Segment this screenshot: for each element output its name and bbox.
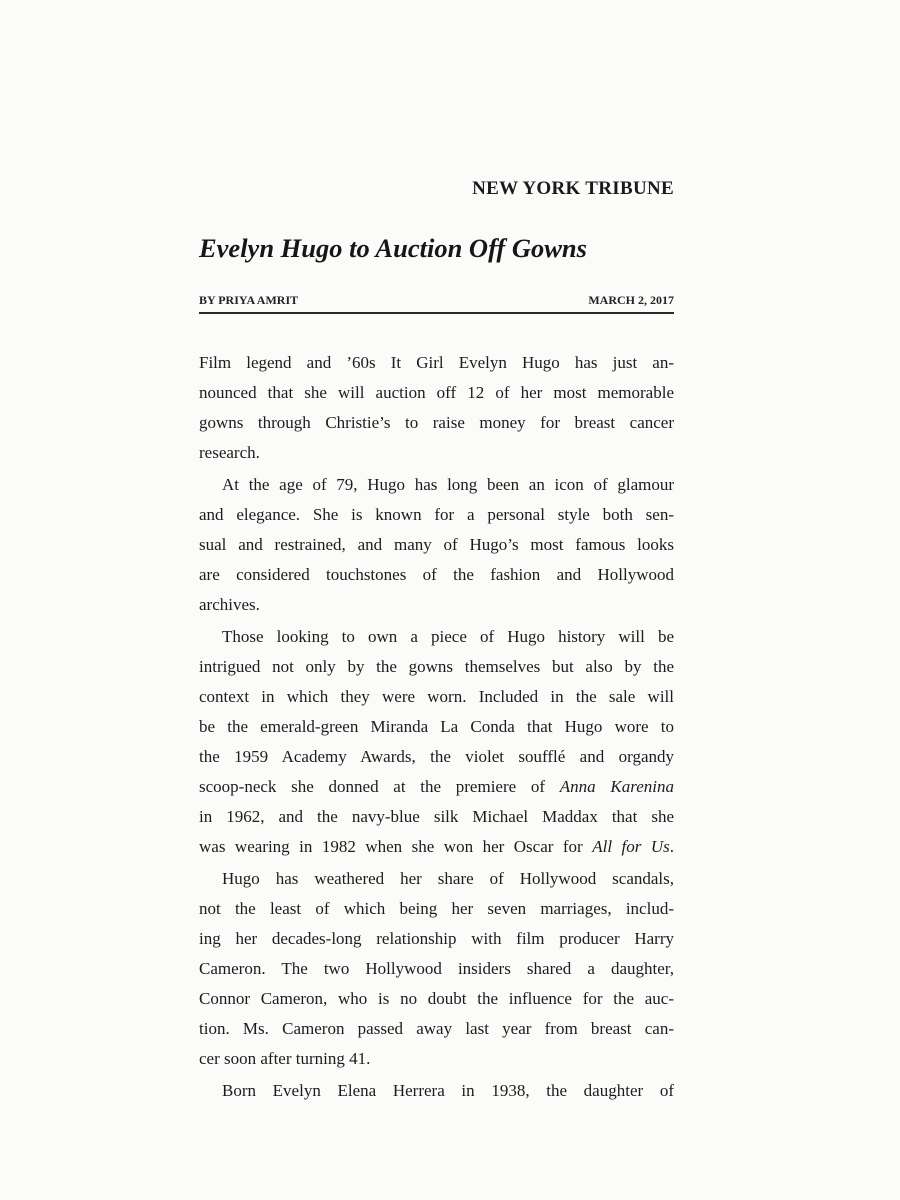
- paragraph-2-line: and elegance. She is known for a personal style both sen-: [199, 505, 674, 524]
- paragraph-3-line: [199, 832, 674, 862]
- header-rule: [199, 312, 674, 314]
- article-body: [199, 348, 674, 1108]
- paragraph-1-line: nounced that she will auction off 12 of her most memorable: [199, 383, 674, 402]
- paragraph-2-line: At the age of 79, Hugo has long been an icon of glamour: [222, 475, 674, 494]
- paragraph-5: [199, 1076, 674, 1106]
- paragraph-1-line: Film legend and ’60s It Girl Evelyn Hugo has just an-: [199, 353, 674, 372]
- paragraph-4-line: Connor Cameron, who is no doubt the influence for the auc-: [199, 989, 674, 1008]
- paragraph-3: [199, 622, 674, 862]
- paragraph-2-line: are considered touchstones of the fashion and Hollywood: [199, 565, 674, 584]
- headline: Evelyn Hugo to Auction Off Gowns: [199, 233, 587, 263]
- paragraph-3-line: context in which they were worn. Included in the sale will: [199, 687, 674, 706]
- line-text: scoop-neck she donned at the premiere of: [199, 777, 546, 796]
- paragraph-3-line: Those looking to own a piece of Hugo history will be: [222, 627, 674, 646]
- paragraph-3-line: [199, 772, 674, 802]
- paragraph-4-line: ing her decades-long relationship with film producer Harry: [199, 929, 674, 948]
- paragraph-1: [199, 348, 674, 468]
- paragraph-3-line: the 1959 Academy Awards, the violet soufflé and organdy: [199, 747, 674, 766]
- publication-date: MARCH 2, 2017: [588, 293, 674, 307]
- line-text: was wearing in 1982 when she won her Oscar for: [199, 837, 583, 856]
- paragraph-4-line: not the least of which being her seven marriages, includ-: [199, 899, 674, 918]
- byline-row: [199, 293, 674, 308]
- paragraph-3-line: be the emerald-green Miranda La Conda that Hugo wore to: [199, 717, 674, 736]
- paragraph-2-line: archives.: [199, 595, 260, 614]
- line-text: .: [669, 837, 675, 856]
- paragraph-4-line: Hugo has weathered her share of Hollywood scandals,: [222, 869, 674, 888]
- paragraph-2-line: sual and restrained, and many of Hugo’s most famous looks: [199, 535, 674, 554]
- paragraph-3-line: in 1962, and the navy-blue silk Michael Maddax that she: [199, 807, 674, 826]
- paragraph-3-line: intrigued not only by the gowns themselves but also by the: [199, 657, 674, 676]
- paragraph-5-line: Born Evelyn Elena Herrera in 1938, the daughter of: [222, 1081, 674, 1100]
- film-title-italic: All for Us: [592, 837, 670, 856]
- paragraph-4-line: Cameron. The two Hollywood insiders shared a daughter,: [199, 959, 674, 978]
- paragraph-4-line: tion. Ms. Cameron passed away last year from breast can-: [199, 1019, 674, 1038]
- film-title-italic: Anna Karenina: [559, 777, 674, 796]
- byline: BY PRIYA AMRIT: [199, 293, 299, 307]
- paragraph-1-line: research.: [199, 443, 260, 462]
- paragraph-1-line: gowns through Christie’s to raise money for breast cancer: [199, 413, 674, 432]
- masthead: NEW YORK TRIBUNE: [472, 178, 674, 199]
- paragraph-4-line: cer soon after turning 41.: [199, 1049, 371, 1068]
- paragraph-4: [199, 864, 674, 1074]
- paragraph-2: [199, 470, 674, 620]
